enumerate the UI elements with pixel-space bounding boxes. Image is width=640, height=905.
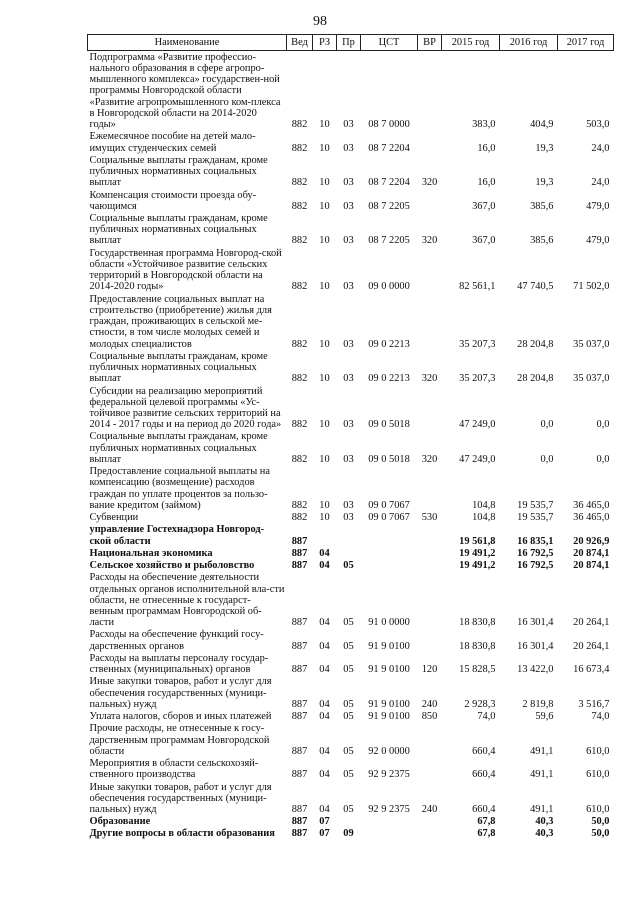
row-rz: 10 <box>319 419 330 431</box>
row-name: Субвенции <box>89 512 139 524</box>
row-vr <box>418 524 442 547</box>
row-rz: 04 <box>319 698 330 710</box>
row-name: Расходы на обеспечение функций госу-дарственных органов <box>89 629 264 652</box>
row-2017: 36 465,0 <box>573 499 610 511</box>
row-ved: 882 <box>291 373 308 385</box>
row-2017: 20 926,9 <box>573 535 610 547</box>
row-name: Ежемесячное пособие на детей мало-имущих студенческих семей <box>89 131 256 154</box>
row-ved: 882 <box>291 235 308 247</box>
row-rz: 04 <box>319 664 330 676</box>
row-rz: 04 <box>319 617 330 629</box>
row-rz: 04 <box>319 769 330 781</box>
row-2017: 16 673,4 <box>573 664 610 676</box>
row-pr: 03 <box>343 200 354 212</box>
table-row <box>88 560 614 572</box>
row-pr: 03 <box>343 512 354 524</box>
page-number: 98 <box>313 14 327 29</box>
row-2015: 67,8 <box>477 816 496 828</box>
row-pr: 05 <box>343 560 354 572</box>
row-ved: 882 <box>291 142 308 154</box>
row-2015: 2 928,3 <box>464 698 496 710</box>
row-pr: 03 <box>343 373 354 385</box>
row-rz: 04 <box>319 640 330 652</box>
table-header <box>88 35 614 51</box>
row-name: Другие вопросы в области образования <box>89 828 275 840</box>
row-vr: 120 <box>421 664 438 676</box>
row-2016: 19,3 <box>535 142 554 154</box>
row-name: Иные закупки товаров, работ и услуг для обеспечения государственных (муници-пальных) нужд <box>89 676 272 710</box>
row-2016: 13 422,0 <box>517 664 554 676</box>
row-cst: 08 7 0000 <box>368 119 410 131</box>
row-2017: 610,0 <box>586 745 610 757</box>
table-row <box>88 431 614 466</box>
table-row <box>88 758 614 781</box>
row-vr <box>418 758 442 781</box>
row-cst: 08 7 2205 <box>368 200 410 212</box>
header-vr: ВР <box>418 35 442 51</box>
row-2017: 479,0 <box>586 235 610 247</box>
row-2017: 20 874,1 <box>573 547 610 559</box>
row-rz: 04 <box>319 711 330 723</box>
row-2015: 104,8 <box>472 512 496 524</box>
row-2017: 610,0 <box>586 769 610 781</box>
header-2015: 2015 год <box>442 35 500 51</box>
row-cst: 08 7 2204 <box>368 177 410 189</box>
table-row <box>88 51 614 131</box>
row-vr <box>418 293 442 350</box>
row-2016: 19,3 <box>535 177 554 189</box>
row-cst: 09 0 2213 <box>368 373 410 385</box>
row-name: Образование <box>89 816 151 828</box>
row-pr: 03 <box>343 177 354 189</box>
row-rz: 10 <box>319 338 330 350</box>
row-name: Мероприятия в области сельскохозяй-ственного производства <box>89 758 259 781</box>
row-name: Предоставление социальной выплаты на компенсацию (возмещение) расходов граждан по уплате процентов за пользо-вание кредитом (займом) <box>89 466 270 511</box>
table-row <box>88 723 614 758</box>
row-pr: 03 <box>343 119 354 131</box>
row-ved: 882 <box>291 177 308 189</box>
row-pr: 05 <box>343 711 354 723</box>
row-2017: 503,0 <box>586 119 610 131</box>
row-name: Государственная программа Новгород-ской области «Устойчивое развитие сельских территорий в Новгородской области на 2014-2020 годы» <box>89 247 282 293</box>
row-vr <box>418 629 442 652</box>
row-ved: 887 <box>291 711 308 723</box>
budget-table <box>87 34 614 840</box>
row-ved: 882 <box>291 419 308 431</box>
row-ved: 887 <box>291 745 308 757</box>
row-2016: 385,6 <box>530 235 554 247</box>
row-cst: 08 7 2204 <box>368 142 410 154</box>
row-2016: 28 204,8 <box>517 338 554 350</box>
row-2017: 36 465,0 <box>573 512 610 524</box>
row-2016: 47 740,5 <box>517 281 554 293</box>
row-ved: 887 <box>291 640 308 652</box>
row-pr: 03 <box>343 499 354 511</box>
table-row <box>88 154 614 189</box>
row-2015: 82 561,1 <box>459 281 496 293</box>
row-2015: 660,4 <box>472 745 496 757</box>
table-row <box>88 547 614 559</box>
row-2017: 20 874,1 <box>573 560 610 572</box>
row-2017: 479,0 <box>586 200 610 212</box>
row-pr: 05 <box>343 640 354 652</box>
row-cst <box>361 560 418 572</box>
header-rz: РЗ <box>313 35 337 51</box>
row-rz: 10 <box>319 235 330 247</box>
table-row <box>88 524 614 547</box>
row-2017: 50,0 <box>591 828 610 840</box>
row-2016: 19 535,7 <box>517 512 554 524</box>
row-name: Подпрограмма «Развитие профессио-нального образования в сфере агропро-мышленного комплекса» государствен-ной программы Новгородской области «Развитие агропромышленного ком-плекса в Новгородской области на 2014-2020 годы» <box>89 51 281 131</box>
row-2017: 35 037,0 <box>573 338 610 350</box>
row-vr <box>418 385 442 431</box>
row-rz: 10 <box>319 200 330 212</box>
row-2015: 19 561,8 <box>459 535 496 547</box>
row-2015: 16,0 <box>477 177 496 189</box>
row-cst <box>361 547 418 559</box>
table-row <box>88 512 614 524</box>
row-rz: 04 <box>319 560 330 572</box>
row-ved: 882 <box>291 119 308 131</box>
row-2016: 28 204,8 <box>517 373 554 385</box>
row-pr: 03 <box>343 453 354 465</box>
row-cst: 92 0 0000 <box>368 745 410 757</box>
row-cst: 91 9 0100 <box>368 664 410 676</box>
row-ved: 887 <box>291 816 308 828</box>
row-2016: 491,1 <box>530 803 554 815</box>
row-cst: 09 0 5018 <box>368 419 410 431</box>
table-row <box>88 572 614 629</box>
table-row <box>88 629 614 652</box>
row-rz: 07 <box>319 816 330 828</box>
row-vr <box>418 572 442 629</box>
row-pr <box>337 524 361 547</box>
row-2015: 47 249,0 <box>459 419 496 431</box>
row-pr: 05 <box>343 769 354 781</box>
row-name: Социальные выплаты гражданам, кроме публичных нормативных социальных выплат <box>89 350 268 385</box>
row-2017: 0,0 <box>596 419 610 431</box>
row-2017: 610,0 <box>586 803 610 815</box>
row-vr: 320 <box>421 373 438 385</box>
row-cst: 09 0 5018 <box>368 453 410 465</box>
row-name: Национальная экономика <box>89 547 213 559</box>
row-name: Социальные выплаты гражданам, кроме публичных нормативных социальных выплат <box>89 154 268 189</box>
header-cst: ЦСТ <box>361 35 418 51</box>
row-2017: 20 264,1 <box>573 617 610 629</box>
table-row <box>88 711 614 723</box>
header-pr: Пр <box>337 35 361 51</box>
row-pr: 09 <box>343 828 354 840</box>
row-cst: 92 9 2375 <box>368 803 410 815</box>
row-ved: 887 <box>291 698 308 710</box>
row-2015: 660,4 <box>472 803 496 815</box>
row-ved: 887 <box>291 535 308 547</box>
row-2015: 383,0 <box>472 119 496 131</box>
row-cst: 91 9 0100 <box>368 640 410 652</box>
row-rz: 10 <box>319 281 330 293</box>
row-2016: 40,3 <box>535 816 554 828</box>
row-vr: 320 <box>421 177 438 189</box>
table-row <box>88 293 614 350</box>
row-cst: 92 9 2375 <box>368 769 410 781</box>
row-name: Социальные выплаты гражданам, кроме публичных нормативных социальных выплат <box>89 431 268 465</box>
row-vr <box>418 816 442 828</box>
table-row <box>88 781 614 816</box>
row-2017: 3 516,7 <box>578 698 610 710</box>
table-row <box>88 213 614 248</box>
table-body <box>88 51 614 840</box>
row-cst: 09 0 7067 <box>368 512 410 524</box>
header-2016: 2016 год <box>500 35 558 51</box>
table-row <box>88 652 614 675</box>
row-2016: 16 835,1 <box>517 535 554 547</box>
row-ved: 882 <box>291 338 308 350</box>
table-row <box>88 189 614 212</box>
row-rz: 04 <box>319 547 330 559</box>
row-vr <box>418 828 442 840</box>
table-row <box>88 816 614 828</box>
row-cst <box>361 816 418 828</box>
row-2015: 367,0 <box>472 235 496 247</box>
row-2015: 16,0 <box>477 142 496 154</box>
row-vr: 240 <box>421 803 438 815</box>
row-2015: 367,0 <box>472 200 496 212</box>
row-2016: 19 535,7 <box>517 499 554 511</box>
row-name: Сельское хозяйство и рыболовство <box>89 560 255 572</box>
row-2017: 0,0 <box>596 453 610 465</box>
row-2017: 20 264,1 <box>573 640 610 652</box>
table-row <box>88 828 614 840</box>
table-row <box>88 350 614 385</box>
row-2015: 660,4 <box>472 769 496 781</box>
row-vr: 320 <box>421 453 438 465</box>
row-rz: 10 <box>319 512 330 524</box>
row-vr <box>418 51 442 131</box>
row-2015: 19 491,2 <box>459 560 496 572</box>
row-rz: 10 <box>319 177 330 189</box>
row-2015: 74,0 <box>477 711 496 723</box>
row-pr: 03 <box>343 419 354 431</box>
row-ved: 887 <box>291 560 308 572</box>
row-2015: 67,8 <box>477 828 496 840</box>
row-2016: 491,1 <box>530 745 554 757</box>
row-2015: 18 830,8 <box>459 640 496 652</box>
row-vr <box>418 560 442 572</box>
row-pr: 03 <box>343 281 354 293</box>
row-2016: 491,1 <box>530 769 554 781</box>
row-pr: 05 <box>343 617 354 629</box>
row-pr: 05 <box>343 698 354 710</box>
row-2016: 2 819,8 <box>522 698 554 710</box>
row-ved: 887 <box>291 664 308 676</box>
table-row <box>88 466 614 512</box>
row-vr: 320 <box>421 235 438 247</box>
row-name: Субсидии на реализацию мероприятий федеральной целевой программы «Ус-тойчивое развитие сельских территорий на 2014 - 2017 годы и на период до 2020 года» <box>89 385 282 431</box>
row-cst <box>361 524 418 547</box>
row-ved: 882 <box>291 453 308 465</box>
row-vr <box>418 247 442 293</box>
row-2017: 24,0 <box>591 177 610 189</box>
row-2017: 74,0 <box>591 711 610 723</box>
row-cst: 09 0 7067 <box>368 499 410 511</box>
row-2016: 16 301,4 <box>517 617 554 629</box>
row-name: Прочие расходы, не отнесенные к госу-дарственным программам Новгородской области <box>89 723 270 757</box>
row-name: Компенсация стоимости проезда обу-чающимся <box>89 189 257 212</box>
row-2015: 47 249,0 <box>459 453 496 465</box>
row-rz: 10 <box>319 453 330 465</box>
row-2016: 0,0 <box>540 419 554 431</box>
row-2015: 18 830,8 <box>459 617 496 629</box>
row-pr: 03 <box>343 338 354 350</box>
row-2016: 59,6 <box>535 711 554 723</box>
row-vr: 530 <box>421 512 438 524</box>
row-2015: 104,8 <box>472 499 496 511</box>
row-name: управление Гостехнадзора Новгород-ской области <box>89 524 265 547</box>
row-pr <box>337 816 361 828</box>
row-vr <box>418 547 442 559</box>
table-row <box>88 247 614 293</box>
row-ved: 882 <box>291 499 308 511</box>
row-cst <box>361 828 418 840</box>
row-name: Социальные выплаты гражданам, кроме публичных нормативных социальных выплат <box>89 213 268 247</box>
row-ved: 887 <box>291 803 308 815</box>
row-2016: 385,6 <box>530 200 554 212</box>
row-2016: 16 301,4 <box>517 640 554 652</box>
row-2015: 35 207,3 <box>459 338 496 350</box>
row-vr <box>418 723 442 758</box>
row-ved: 887 <box>291 828 308 840</box>
row-name: Иные закупки товаров, работ и услуг для обеспечения государственных (муници-пальных) нужд <box>89 781 272 815</box>
row-rz: 04 <box>319 803 330 815</box>
row-cst: 91 9 0100 <box>368 711 410 723</box>
row-2016: 16 792,5 <box>517 547 554 559</box>
row-rz: 10 <box>319 142 330 154</box>
row-2017: 35 037,0 <box>573 373 610 385</box>
row-ved: 887 <box>291 547 308 559</box>
header-name: Наименование <box>88 35 287 51</box>
row-name: Расходы на выплаты персоналу государ-ственных (муниципальных) органов <box>89 652 269 676</box>
row-2015: 35 207,3 <box>459 373 496 385</box>
row-2017: 71 502,0 <box>573 281 610 293</box>
row-vr <box>418 466 442 512</box>
row-name: Расходы на обеспечение деятельности отдельных органов исполнительной вла-сти области, не отнесенные к государст-венным программам Новгородской об-ласти <box>89 572 285 629</box>
table-row <box>88 131 614 154</box>
row-ved: 887 <box>291 617 308 629</box>
row-cst: 91 0 0000 <box>368 617 410 629</box>
row-2015: 19 491,2 <box>459 547 496 559</box>
row-ved: 882 <box>291 200 308 212</box>
row-2015: 15 828,5 <box>459 664 496 676</box>
row-pr: 03 <box>343 235 354 247</box>
row-2016: 0,0 <box>540 453 554 465</box>
row-rz: 10 <box>319 499 330 511</box>
row-ved: 882 <box>291 512 308 524</box>
row-vr: 240 <box>421 698 438 710</box>
header-2017: 2017 год <box>558 35 614 51</box>
row-name: Уплата налогов, сборов и иных платежей <box>89 711 272 723</box>
row-2017: 24,0 <box>591 142 610 154</box>
row-pr <box>337 547 361 559</box>
row-rz <box>313 524 337 547</box>
table-row <box>88 385 614 431</box>
row-cst: 09 0 2213 <box>368 338 410 350</box>
row-rz: 10 <box>319 373 330 385</box>
row-pr: 05 <box>343 664 354 676</box>
row-vr <box>418 189 442 212</box>
row-ved: 882 <box>291 281 308 293</box>
row-cst: 09 0 0000 <box>368 281 410 293</box>
row-cst: 08 7 2205 <box>368 235 410 247</box>
header-ved: Вед <box>287 35 313 51</box>
row-rz: 07 <box>319 828 330 840</box>
table-row <box>88 676 614 711</box>
row-2016: 404,9 <box>530 119 554 131</box>
row-pr: 05 <box>343 803 354 815</box>
row-name: Предоставление социальных выплат на строительство (приобретение) жилья для граждан, проживающих в сельской ме-стности, в том числе молодых семей и молодых специалистов <box>89 293 272 350</box>
row-rz: 10 <box>319 119 330 131</box>
row-pr: 03 <box>343 142 354 154</box>
row-vr <box>418 131 442 154</box>
row-rz: 04 <box>319 745 330 757</box>
row-2016: 16 792,5 <box>517 560 554 572</box>
row-2016: 40,3 <box>535 828 554 840</box>
row-2017: 50,0 <box>591 816 610 828</box>
row-pr: 05 <box>343 745 354 757</box>
row-ved: 887 <box>291 769 308 781</box>
row-vr: 850 <box>421 711 438 723</box>
row-cst: 91 9 0100 <box>368 698 410 710</box>
